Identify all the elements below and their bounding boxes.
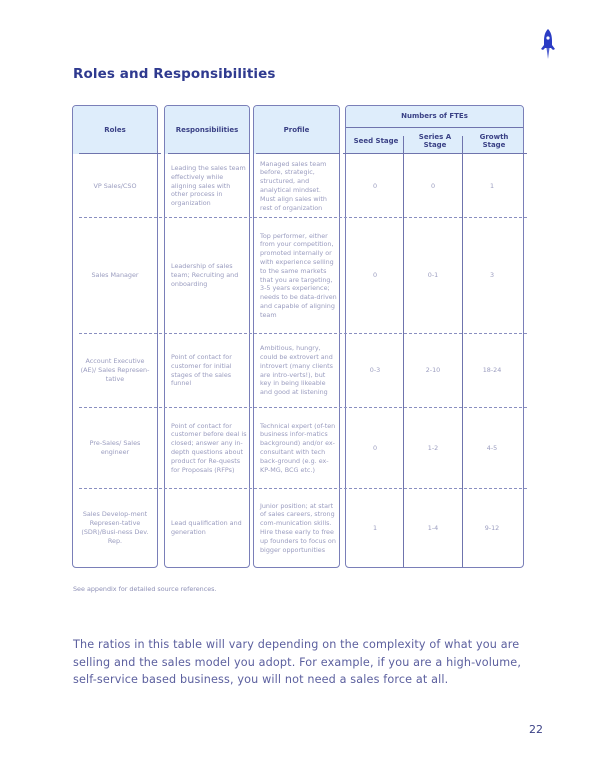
fte-header <box>346 106 523 154</box>
profile-cell: Technical expert (of-ten business infor-matics background) and/or ex-consultant with tech back-ground (e.g. ex-KP-MG, BCG etc.) <box>260 421 336 474</box>
growth-cell: 9-12 <box>484 523 500 532</box>
growth-cell: 18-24 <box>482 366 502 375</box>
series-a-stage-header: Series A Stage <box>418 132 452 149</box>
seed-cell: 0 <box>372 443 378 452</box>
header-underline <box>256 153 340 154</box>
responsibilities-cell: Point of contact for customer before deal is closed; answer any in-depth questions about product for Re-quests for Proposals (RFPs) <box>171 421 247 474</box>
responsibilities-header: Responsibilities <box>165 106 249 154</box>
responsibilities-cell: Lead qualification and generation <box>171 519 242 536</box>
profile-cell: Ambitious, hungry, could be extrovert and introvert (many clients are intro-verts!), but key in being likeable and good at listening <box>260 344 333 397</box>
header-underline <box>168 153 250 154</box>
growth-cell: 3 <box>489 271 495 280</box>
body-paragraph: The ratios in this table will vary depending on the complexity of what you are selling and the sales model you adopt. For example, if you are a high-volume, self-service based business, you will not need a sales force at all. <box>73 638 522 687</box>
role-cell: VP Sales/CSO <box>93 181 137 190</box>
series-a-cell: 2-10 <box>425 366 441 375</box>
profile-cell: Top performer, either from your competition, promoted internally or with experience selling to the same markets that you are targeting, 3-5 years experience; needs to be data-driven and capable of aligning team <box>260 231 337 319</box>
fte-group-label: Numbers of FTEs <box>401 112 468 120</box>
series-a-cell: 0-1 <box>427 271 439 280</box>
page-number: 22 <box>529 723 543 736</box>
seed-stage-header: Seed Stage <box>353 136 399 145</box>
page-title: Roles and Responsibilities <box>73 66 276 82</box>
role-cell: Sales Develop-ment Represen-tative (SDR)/Busi-ness Dev. Rep. <box>81 510 149 545</box>
responsibilities-cell: Point of contact for customer for initial stages of the sales funnel <box>171 352 232 388</box>
seed-cell: 0 <box>372 181 378 190</box>
role-cell: Pre-Sales/ Sales engineer <box>89 439 141 456</box>
series-a-cell: 0 <box>430 181 436 190</box>
header-underline <box>79 153 161 154</box>
roles-header: Roles <box>73 106 157 154</box>
seed-cell: 0-3 <box>369 366 381 375</box>
responsibilities-cell: Leading the sales team effectively while aligning sales with other process in organization <box>171 164 246 208</box>
role-cell: Account Executive (AE)/ Sales Represen-tative <box>80 357 150 383</box>
seed-cell: 0 <box>372 271 378 280</box>
role-cell: Sales Manager <box>91 271 139 280</box>
header-underline <box>343 153 527 154</box>
series-a-cell: 1-2 <box>427 443 439 452</box>
growth-stage-header: Growth Stage <box>479 132 509 149</box>
footnote: See appendix for detailed source references. <box>73 585 217 593</box>
seed-cell: 1 <box>372 523 378 532</box>
profile-header: Profile <box>254 106 339 154</box>
responsibilities-cell: Leadership of sales team; Recruiting and onboarding <box>171 262 239 288</box>
growth-cell: 4-5 <box>486 443 498 452</box>
fte-divider <box>346 127 523 128</box>
series-a-cell: 1-4 <box>427 523 439 532</box>
profile-cell: Managed sales team before, strategic, structured, and analytical mindset. Must align sales with rest of organization <box>260 159 327 212</box>
growth-cell: 1 <box>489 181 495 190</box>
profile-cell: Junior position; at start of sales careers, strong com-munication skills. Hire these early to free up founders to focus on bigger opportunities <box>260 501 336 554</box>
rocket-icon <box>540 28 556 60</box>
